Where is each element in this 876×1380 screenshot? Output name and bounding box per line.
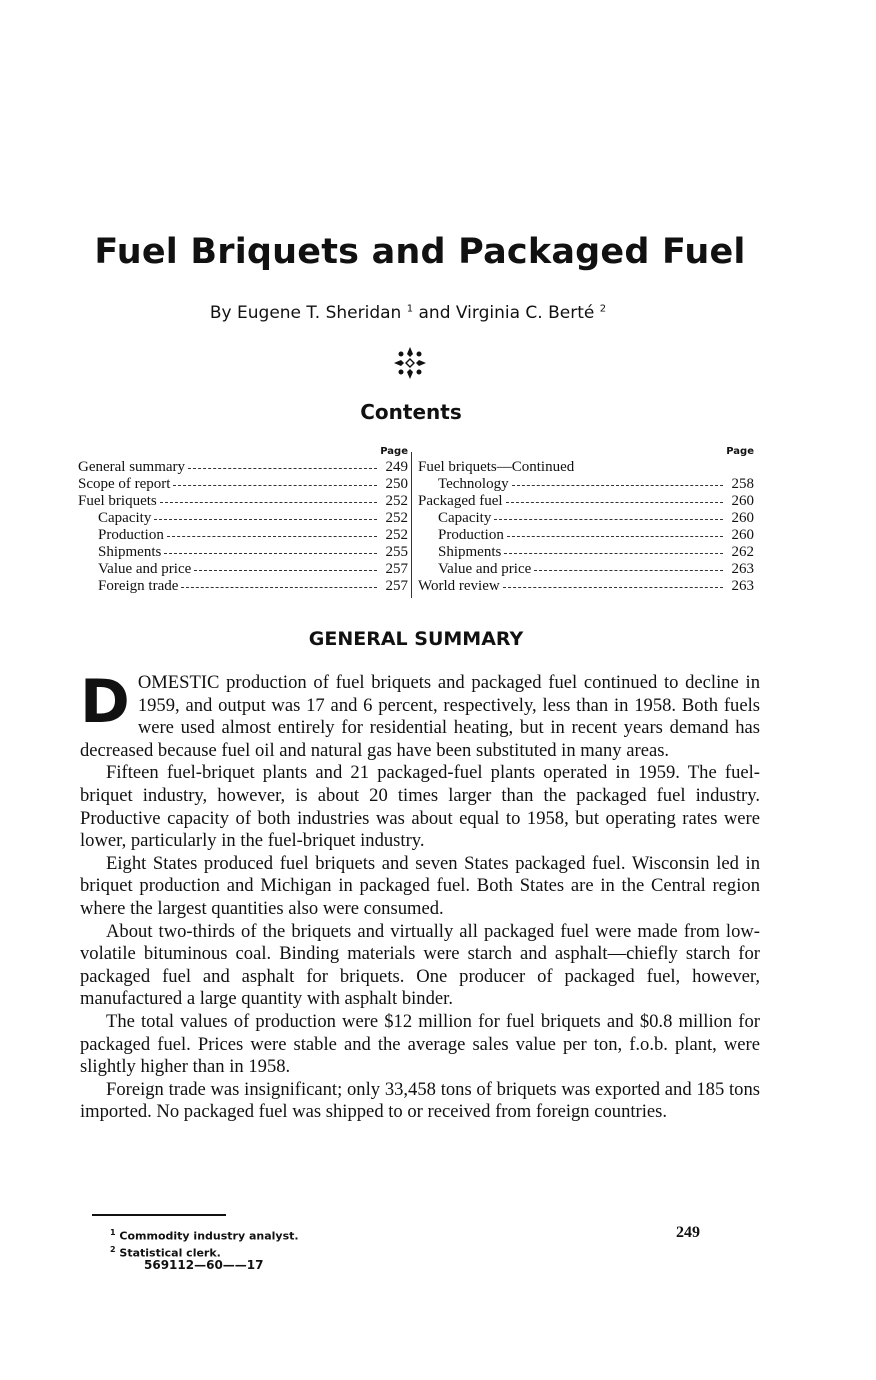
toc-entry[interactable]: Value and price 263 [438, 561, 754, 577]
fleuron-ornament-icon [392, 345, 428, 381]
toc-entry[interactable]: Packaged fuel 260 [418, 493, 754, 509]
toc-entry[interactable]: Technology 258 [438, 476, 754, 492]
toc-entry[interactable]: Capacity 252 [98, 510, 408, 526]
toc-page-header: Page [380, 446, 408, 457]
drop-cap: D [80, 667, 130, 737]
page-title: Fuel Briquets and Packaged Fuel [94, 232, 746, 272]
paragraph: Eight States produced fuel briquets and seven States packaged fuel. Wisconsin led in briquet production and Michigan in packaged fuel. Both States are in the Central region where the largest quantities also were consumed. [80, 852, 760, 919]
body-text [80, 667, 760, 1124]
table-of-contents-left [78, 445, 408, 595]
toc-entry[interactable]: Scope of report 250 [78, 476, 408, 492]
toc-entry[interactable]: Shipments 255 [98, 544, 408, 560]
footnote: $^2$ Statistical clerk. [110, 1244, 221, 1260]
contents-heading: Contents [360, 400, 462, 424]
footnotes [110, 1226, 299, 1259]
toc-entry: Fuel briquets—Continued [418, 459, 575, 475]
table-of-contents-right [418, 445, 754, 595]
paragraph: The total values of production were $12 million for fuel briquets and $0.8 million for packaged fuel. Prices were stable and the average sales value per ton, f.o.b. plant, were slightly higher than in 1958. [80, 1010, 760, 1078]
footnote: $^1$ Commodity industry analyst. [110, 1228, 299, 1243]
toc-entry[interactable]: World review 263 [418, 578, 754, 594]
footnote-ref-1: 1 [406, 303, 414, 315]
toc-entry[interactable]: General summary 249 [78, 459, 408, 475]
byline [0, 303, 816, 323]
toc-entry[interactable]: Capacity 260 [438, 510, 754, 526]
footnote-ref-2: 2 [599, 303, 607, 315]
paragraph: Fifteen fuel-briquet plants and 21 packaged-fuel plants operated in 1959. The fuel-briquet industry, however, is about 20 times larger than the packaged fuel industry. Productive capacity of both industries was about equal to 1958, but operating rates were lower, particularly in the fuel-briquet industry. [80, 762, 760, 852]
toc-entry[interactable]: Foreign trade 257 [98, 578, 408, 594]
page-number: 249 [676, 1224, 700, 1241]
toc-entry[interactable]: Production 252 [98, 527, 408, 543]
paragraph: DOMESTIC production of fuel briquets and packaged fuel continued to decline in 1959, and output was 17 and 6 percent, respectively, less than in 1958. Both fuels were used almost entirely for residential heating, but in recent years demand has decreased because fuel oil and natural gas have been substituted in many areas. [80, 667, 760, 761]
byline-author-1: By Eugene T. Sheridan [209, 303, 402, 323]
byline-author-2: and Virginia C. Berté [418, 303, 595, 323]
toc-entry[interactable]: Shipments 262 [438, 544, 754, 560]
paragraph: About two-thirds of the briquets and virtually all packaged fuel were made from low-volatile bituminous coal. Binding materials were starch and asphalt—chiefly starch for packaged fuel and asphalt for briquets. One producer of packaged fuel, however, manufactured a large quantity with asphalt binder. [80, 920, 760, 1010]
paragraph: Foreign trade was insignificant; only 33,458 tons of briquets was exported and 185 tons imported. No packaged fuel was shipped to or received from foreign countries. [80, 1078, 760, 1123]
section-heading: GENERAL SUMMARY [308, 628, 524, 650]
toc-entry[interactable]: Production 260 [438, 527, 754, 543]
footnote-rule [92, 1214, 226, 1216]
toc-entry[interactable]: Value and price 257 [98, 561, 408, 577]
toc-column-divider [411, 452, 412, 598]
print-code: 569112—60——17 [144, 1258, 264, 1272]
toc-page-header: Page [726, 446, 754, 457]
toc-entry[interactable]: Fuel briquets 252 [78, 493, 408, 509]
